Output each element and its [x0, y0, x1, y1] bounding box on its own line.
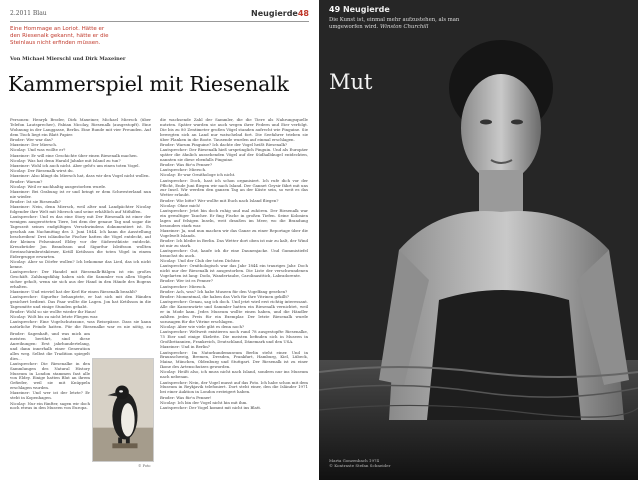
- article-intro: Eine Hommage an Loriot. Hätte er den Riesenalk gekannt, hätte er die Steinlaus nicht erfinden müssen.: [10, 26, 109, 47]
- article-paragraph: Maxeiner: Und in Berlin?: [160, 344, 210, 350]
- caption-line-2: © Kontraste Stefan Schneider: [329, 463, 391, 469]
- article-paragraph: die wachsende Zahl der Sammler, die die Tiere als Nahrungsquelle nutzten. Später wurden sie auch wegen ihrer Federn und Eier verfolgt. Die bis zu 80 Zentimeter großen Vögel standen aufrecht wie Pinguine. Sie bewegten sich an Land nur watschelnd fort. Die Seefahrer trieben sie über Planken in die Boote. Tausende wurden auf einmal erschlagen.: [160, 118, 308, 142]
- header-divider: [10, 21, 309, 22]
- caption-line-1: Marta Gonzenbach 1974: [329, 458, 380, 463]
- article-paragraph: Personen: Henryk Broder, Dirk Maxeiner, Michael Miersch (über Telefon Lautsprecher), Fabian Nicolay, Riesenalk (ausgestopft). Eine Wohnung in der Langgasse, Berlin. Eine Runde mit vier Freunden. Auf dem Tisch liegt ein Blatt Papier.: [10, 118, 151, 137]
- right-section-name: Neugierde: [342, 5, 390, 14]
- article-paragraph: Maxeiner: Nein, denn Miersch, weil alter und Landpächter Nicolay folgender ihre Welt mit Miersch und seine erhältlich auf Mithilfen.: [10, 204, 151, 215]
- article-paragraph: Lautsprecher: Eine Vogelschutzzone, was Reisepässe. Dass sie kann natürliche Feinde hatten. Für die Riesenalke war es nie nötig, zu: [10, 319, 151, 330]
- article-paragraph: Lautsprecher: Weltweit existieren noch rund 78 ausgestopfte Riesenalke, 75 Eier und einige Skelette. Die meisten befinden sich in Museen in Großbritannien, Frankreich, Deutschland, Dänemark und den USA.: [160, 329, 308, 345]
- article-paragraph: Lautsprecher: Ornithologisch war das Jahr 1844 ein trauriges Jahr. Doch nicht nur der Riesenalk ist ausgestorben. Die Liste der verschwundenen Vogelarten ist lang: Dodo, Wandertaube, Carolinasittich, Labradorente.: [160, 263, 308, 279]
- article-paragraph: Maxeiner: Bei Grabung ist er und bringt er dem Schwesterland nun nie wieder.: [10, 188, 151, 199]
- article-paragraph: Nicolay: Und der Club der toten Dichter.: [160, 258, 241, 264]
- article-paragraph: Lautsprecher: Der Riesenalk hieß ursprünglich Pinguin. Und als Europäer später die ähnlich aussehenden Vögel auf der Südhalbkugel entdeckten, nannten sie diese ebenfalls Pinguine.: [160, 147, 308, 162]
- article-paragraph: Nicolay: Er war Ornithologe ich nicht.: [160, 172, 236, 178]
- article-paragraph: Lautsprecher: Der Handel mit Riesenalk-Bälgen ist ein großes Geschäft. Zahlungsfähig haben sich die Sammler von allen Vögeln sicher geholt, wenn sie sich aus der Hand in den Hände des Bogens erhalten.: [10, 268, 151, 289]
- article-paragraph: Nicolay: Ohne mich!: [160, 202, 201, 208]
- article-paragraph: Nicolay: Wolt bis zu nicht letzte Fliegen war.: [10, 314, 99, 320]
- article-paragraph: Nicolay: Was hat denn Harald Jahnke mit Island zu tun?: [10, 157, 121, 163]
- article-paragraph: Broder: Ach, was? Ich habe Museen für den Vogelfang gesehen?: [160, 288, 288, 294]
- article-paragraph: Lautsprecher: Jetzt bin doch ruhig und mal zuhören. Der Riesenalk war ein gewaltiger Taucher. Er fing Fische in großen Tiefen. Seine Kolonien lagen auf felsigen Inseln, weit draußen im Meer, wo die Brandung besonders stark war.: [160, 207, 308, 228]
- article-paragraph: Lautsprecher: Sigurður behauptete, er hat sich mit den Händen gesichert bedient. Das Paar wollte die Lagen. Jon hat Ketilsson in die Tagesmitte und einige Stunden gehabt.: [10, 294, 151, 309]
- article-paragraph: Broder: Ich bleibe in Berlin. Das Wetter dort oben ist mir zu kalt, der Wind ist mir zu stark.: [160, 238, 308, 248]
- article-paragraph: Lautsprecher: Gut, kaufe ich dir eine Daunenjacke. Und Gummistiefel brauchst du auch.: [160, 248, 308, 259]
- article-paragraph: Lautsprecher: Im Naturkundemuseum Berlin steht einer. Und in Braunschweig, Bremen, Dresden, Frankfurt, Hamburg, Kiel, Lübeck, Mainz, München, Oldenburg und Stuttgart. Der Riesenalk ist zu einer Ikone des Artenschutzes geworden.: [160, 349, 308, 370]
- article-paragraph: Maxeiner: Der Miersch.: [10, 142, 58, 148]
- article-paragraph: Broder: Wohl so sie wollte wieder ihr Haus!: [10, 309, 97, 315]
- article-paragraph: Broder: Warum Pinguine? Ich dachte der Vogel heißt Riesenalk?: [160, 141, 288, 147]
- quote: [329, 17, 489, 30]
- photo-credit: © Foto: [138, 464, 151, 468]
- article-paragraph: Broder: Warum?: [10, 178, 43, 184]
- article-paragraph: Nicolay: Nur ein fünfter, sagen wir doch noch etwas in den Museen von Europa.: [10, 400, 90, 411]
- article-paragraph: Maxeiner: Und wieviel hat der Kerl für einen Riesenalk bezahlt?: [10, 288, 137, 294]
- article-paragraph: Broder: Momentmal, die haben das Vieh für ihre Vitrinen gekillt?: [160, 294, 290, 300]
- article-paragraph: Maxeiner: Also klingt du Miersch hat, dass wir den Vogel nicht wollen.: [10, 173, 150, 179]
- article-paragraph: Broder: Wie bitte? Wer wollte mit Euch nach Island fliegen?: [160, 197, 279, 203]
- article-paragraph: Nicolay: Der Riesenalk wirst du.: [10, 168, 74, 174]
- right-page: [319, 0, 638, 480]
- article-paragraph: Nicolay: Aber wie viele gibt es denn noch?: [160, 324, 245, 330]
- page-number: 48: [297, 9, 309, 18]
- article-paragraph: Broder: Wer war das?: [10, 136, 53, 142]
- article-paragraph: Nicolay: Weil er nachhaltig ausgestorben wurde.: [10, 183, 107, 189]
- article-paragraph: Nicolay: Und was wollte er?: [10, 147, 66, 153]
- article-column-2: [160, 118, 308, 470]
- article-paragraph: Maxeiner: Und wer ist der letzte? Er steht in Kopenhagen.: [10, 390, 90, 401]
- article-paragraph: Lautsprecher: Miersch.: [160, 283, 207, 289]
- article-paragraph: Lautsprecher: Und es das eine Story mit Der Riesenalk ist einer der wenigen ausgerotteten Tiere, bei dem der genaue Tag und sogar die Tageszeit seines endgültigen Verschwindens dokumentiert ist. Es geschah am Nachmittag des 3. Juni 1844. Ich kann die Ausstellung beschreiben! Drei isländische Fischer hatten die Vögel entdeckt, auf der kleinen Felseninsel Eldey vor der Südwestküste entdeckt. Kreuzbrüder Jon Brandsson und Sigurður Ísleifsson wollten Sweinschirmbrotskörner, Ketill Ketilsson die toten Vögel in einem Eidergruppe erwarten.: [10, 214, 151, 259]
- article-title: Kammerspiel mit Riesenalk: [8, 72, 289, 96]
- article-paragraph: Maxeiner: Ja, und nun machen wir das Ganze zu einer Reportage über die Vogelwelt Islands.: [160, 227, 308, 238]
- quote-text: Die Kunst ist, einmal mehr aufzustehen, als man umgeworfen wird.: [329, 17, 460, 30]
- page-title: Mut: [329, 70, 373, 94]
- article-paragraph: Lautsprecher: Doch, hast ich schon organisiert. Ich rufe dich vor der Pflicht, Ende Juni fliegen wir nach Island. Der Gannet Geysir fährt mit uns zur Insel. Wir werden den ganzen Tag an der Küste sein, so weit es das Wetter erlaubt.: [160, 177, 308, 198]
- right-page-number: 49: [329, 5, 341, 14]
- article-paragraph: Nicolay: Aber so Dörfer wollen? Ich bekomme das Lied, das ich nicht kenne.: [10, 258, 151, 269]
- article-paragraph: Maxeiner: Wohl ich auch nicht. Aber geht's um einen toten Vogel.: [10, 162, 140, 168]
- right-page-header: [329, 5, 390, 14]
- article-paragraph: Broder: Sagenhaft, und was mich am meisten berührt, sind diese Anreihungen: Erst jahrhundertelang, und dann innerhalb einer Generation alles weg. Selbst die Tradition spiegelt dies...: [10, 332, 90, 361]
- article-paragraph: Lautsprecher: Die Riesenalke in den Sammlungen des Natural History Museum in London stammen fast alle von Eldey. Einige hatten Blut an ihrem Gefieder, weil sie mit Knüppeln erschlagen wurden.: [10, 360, 90, 391]
- article-paragraph: Maxeiner: Er will eine Geschichte über einen Riesenalk machen.: [10, 152, 138, 158]
- article-column-1b: [10, 332, 90, 470]
- section-label: [251, 9, 309, 18]
- article-paragraph: Lautsprecher: Genau, sag ich doch. Und jetzt wird erst richtig interessant. Alle die Kassenwärte und Sammler hatten ein Riesenalk vernichtet, weil er in Mode kam. Jedes Museum wollte einen haben, und die Händler zahlten jeden Preis für ein Exemplar. Der letzte Riesenalk wurde sozusagen für die Vitrine erschlagen.: [160, 299, 308, 324]
- article-paragraph: Lautsprecher: Der Vogel kommt mit nicht ins Blatt.: [160, 404, 262, 410]
- article-paragraph: Lautsprecher: Nein, der Vogel musst auf das Foto. Ich habe schon mit dem Museum in Reykjavik telefoniert. Dort steht einer, den die Isländer 1971 bei einer Auktion in London ersteigert haben.: [160, 379, 308, 395]
- article-column-1: [10, 118, 151, 330]
- article-authors: Von Michael Mierschl und Dirk Maxeiner: [10, 56, 126, 62]
- article-paragraph: Broder: Was für'n Penner!: [160, 394, 212, 400]
- article-paragraph: Lautsprecher: Miersch.: [160, 167, 207, 173]
- article-paragraph: Nicolay: Heißt also, ich muss nicht nach Island, sondern nur ins Museum nach nebenan.: [160, 369, 308, 380]
- left-page-header: [10, 10, 309, 20]
- article-paragraph: Broder: Wer ist es Penner?: [160, 278, 213, 284]
- quote-author: Winston Churchill: [379, 23, 429, 30]
- article-paragraph: Nicolay: Ich bin der Vogel nicht hin mit ihm.: [160, 399, 248, 405]
- article-paragraph: Broder: Ist sie Riesenalk?: [10, 199, 61, 205]
- great-auk-photo: [92, 358, 154, 462]
- article-paragraph: Broder: Was für'n Penner?: [160, 162, 213, 168]
- issue-label: 2.2011 Blau: [10, 10, 47, 17]
- section-name: Neugierde: [251, 9, 298, 18]
- photo-caption: [329, 458, 390, 468]
